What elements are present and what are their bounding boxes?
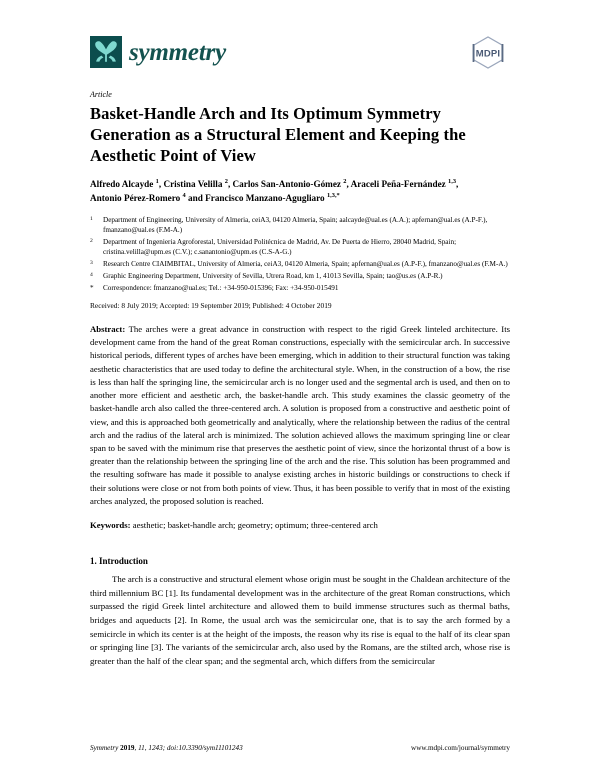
footer-volume: 11 bbox=[138, 744, 145, 752]
affiliation-text: Department of Ingenieria Agroforestal, Universidad Politécnica de Madrid, Av. De Puerta de Hierro, 28040 Madrid, Spain; cristina.velilla@upm.es (C.V.); c.sanantonio@upm.es (C.S-A-G.) bbox=[103, 237, 457, 257]
affiliation-marker: 3 bbox=[90, 260, 93, 267]
symmetry-butterfly-logo-icon bbox=[90, 36, 122, 68]
footer-journal-name: Symmetry bbox=[90, 744, 119, 752]
journal-title: symmetry bbox=[129, 38, 226, 66]
introduction-paragraph: The arch is a constructive and structural element whose origin must be sought in the Chaldean architecture of the third millennium BC [1]. Its fundamental development was in the architecture of the great Roman constructions, which surpassed the rigid Greek lintel architecture and allowed them to build immense structures such as thermal baths, bridges and aqueducts [2]. In Rome, the usual arch was the semicircular one, that is to say the arch formed by a semicircle in which its center is at the height of the imposts, the reason why its rise is equal to the half of its clear span or springing line [3]. The variants of the semicircular arch, also used by the Romans, are the stilted arch, whose rise is greater than the half of the clear span; and the segmental arch, which differs from the semicircular bbox=[90, 574, 510, 666]
author-line-1: Alfredo Alcayde $^1$, Cristina Velilla $^2$, Carlos San-Antonio-Gómez $^2$, Araceli Peña-Fernández $^{1,3}$, bbox=[90, 177, 459, 189]
affiliation-item bbox=[90, 237, 510, 258]
abstract-label: Abstract: bbox=[90, 323, 126, 334]
journal-brand bbox=[90, 36, 226, 68]
correspondence-marker: * bbox=[90, 284, 94, 293]
keywords-section bbox=[90, 519, 510, 532]
affiliation-item bbox=[90, 259, 510, 269]
keywords-text: aesthetic; basket-handle arch; geometry; optimum; three-centered arch bbox=[132, 520, 378, 531]
affiliation-marker: 1 bbox=[90, 215, 93, 222]
affiliation-item bbox=[90, 271, 510, 281]
section-heading-introduction: 1. Introduction bbox=[90, 556, 148, 567]
affiliation-text: Department of Engineering, University of Almeria, ceiA3, 04120 Almeria, Spain; aalcayde@ual.es (A.A.); apfernan@ual.es (A.P-F.), fmanzano@ual.es (F.M-A.) bbox=[103, 215, 488, 234]
author-list bbox=[90, 177, 510, 206]
footer-citation: Symmetry 2019, 11, 1243; doi:10.3390/sym11101243 bbox=[90, 744, 243, 752]
masthead bbox=[90, 30, 510, 82]
abstract-section bbox=[90, 323, 510, 508]
page-footer bbox=[90, 744, 510, 752]
footer-journal-url[interactable]: www.mdpi.com/journal/symmetry bbox=[411, 744, 510, 752]
author-line-2: Antonio Pérez-Romero $^4$ and Francisco Manzano-Agugliaro $^{1,3,*}$ bbox=[90, 192, 340, 204]
affiliation-marker: 2 bbox=[90, 237, 93, 244]
correspondence-item bbox=[90, 283, 510, 293]
keywords-label: Keywords: bbox=[90, 520, 131, 531]
svg-text:MDPI: MDPI bbox=[475, 48, 501, 60]
affiliation-text: Graphic Engineering Department, University of Sevilla, Utrera Road, km 1, 41013 Sevilla, Spain; tao@us.es (A.P-R.) bbox=[103, 272, 443, 281]
footer-doi: , 1243; doi:10.3390/sym11101243 bbox=[144, 744, 243, 752]
article-type-label: Article bbox=[90, 90, 112, 99]
abstract-text: The arches were a great advance in construction with respect to the rigid Greek linteled architecture. Its development came from the hand of the great Roman constructions, especially with the semicircular arch. In successive historical periods, different types of arches have been emerging, which in addition to their structural function was taking aesthetic characteristics that are used today to define the architectural style. When, in the construction of a bow, the rise is less than half the springing line, the semicircular arch is no longer used and the segmental arch is used, and then on to another more efficient and aesthetic arch, the basket-handle arch. This study examines the classic geometry of the basket-handle arch also called the three-centered arch. A solution is proposed from a constructive and aesthetic point of view, and this is approached both geometrically and analytically, where the relationship between the radius of the central arch and the radius of the lateral arch is minimized. The solution achieved allows the maximum springing line or clear span to be saved with the minimum rise that preserves the aesthetic point of view, since the horizontal thrust of a bow is greater than the relationship between the springing line of the arch and the rise. This solution has been programmed and the resulting software has made it possible to analyse existing arches in historic buildings or constructions to check if their solutions were close or not from both points of view. Thus, it has been possible to verify that in most of the existing arches analyzed, the proposed solution is reached. bbox=[90, 323, 510, 506]
footer-year: 2019 bbox=[120, 744, 135, 752]
affiliation-text: Research Centre CIAIMBITAL, University of Almeria, ceiA3, 04120 Almeria, Spain; apfernan@ual.es (A.P-F.), fmanzano@ual.es (F.M-A.) bbox=[103, 260, 508, 269]
mdpi-logo-icon bbox=[466, 32, 510, 76]
page-title: Basket-Handle Arch and Its Optimum Symmetry Generation as a Structural Element and Keeping the Aesthetic Point of View bbox=[90, 103, 466, 165]
affiliation-list bbox=[90, 215, 510, 294]
publication-dates: Received: 8 July 2019; Accepted: 19 September 2019; Published: 4 October 2019 bbox=[90, 300, 332, 310]
affiliation-marker: 4 bbox=[90, 272, 93, 279]
correspondence-text: Correspondence: fmanzano@ual.es; Tel.: +34-950-015396; Fax: +34-950-015491 bbox=[103, 284, 339, 293]
affiliation-item bbox=[90, 215, 510, 236]
